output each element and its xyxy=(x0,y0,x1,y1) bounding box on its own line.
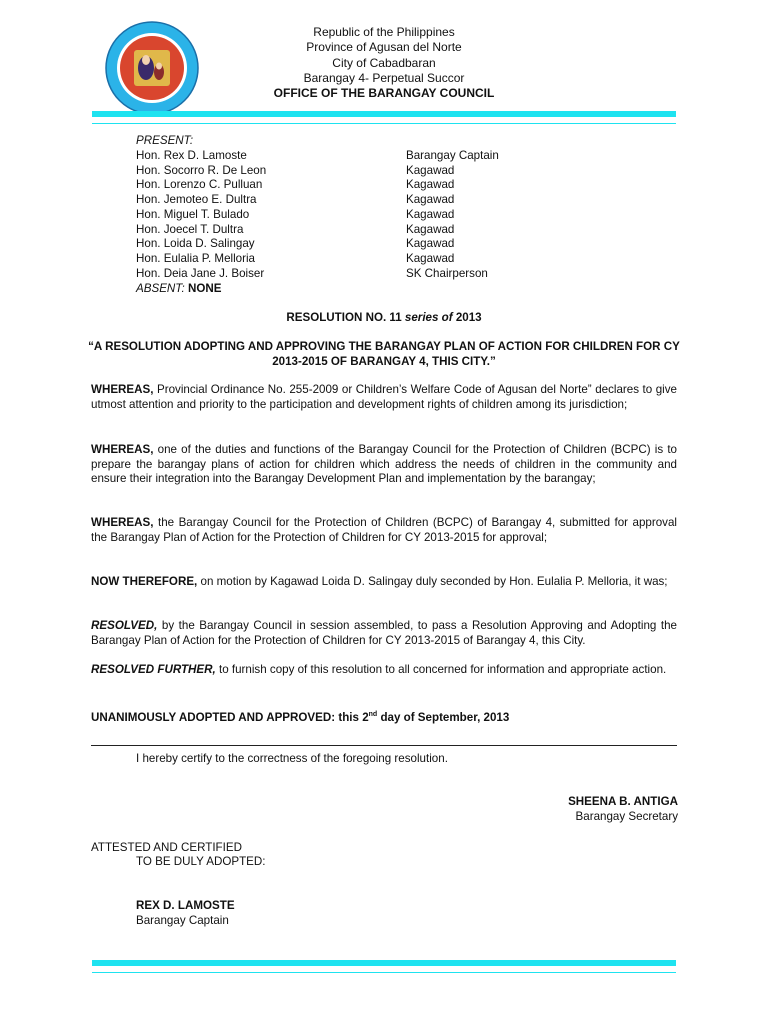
member-name: Hon. Socorro R. De Leon xyxy=(136,163,267,177)
attendance-row xyxy=(136,178,536,193)
now-therefore-clause xyxy=(91,575,677,590)
member-name: Hon. Joecel T. Dultra xyxy=(136,222,244,236)
member-position: Kagawad xyxy=(406,237,455,251)
whereas-text: one of the duties and functions of the Barangay Council for the Protection of Children (BCPC) is to prepare the barangay plans of action for children which address the needs of children in the community and ensure their integration into the Barangay Development Plan and implementation by the barangay; xyxy=(91,443,677,486)
absent-label: ABSENT: xyxy=(136,281,185,295)
attested-line-2: TO BE DULY ADOPTED: xyxy=(136,855,266,868)
header-barangay: Barangay 4- Perpetual Succor xyxy=(303,70,465,85)
attendance-row xyxy=(136,267,536,282)
resolution-year: 2013 xyxy=(452,311,482,324)
certification-statement: I hereby certify to the correctness of the foregoing resolution. xyxy=(136,752,448,765)
member-position: Kagawad xyxy=(406,222,455,236)
member-position: Barangay Captain xyxy=(406,148,499,162)
attendance-row xyxy=(136,149,536,164)
attendance-row xyxy=(136,223,536,238)
resolved-further-lead: RESOLVED FURTHER, xyxy=(91,663,216,676)
member-position: Kagawad xyxy=(406,207,455,221)
footer-divider-thin xyxy=(92,972,676,973)
secretary-title: Barangay Secretary xyxy=(575,810,678,823)
resolved-lead: RESOLVED, xyxy=(91,619,158,632)
adoption-statement xyxy=(91,708,677,725)
barangay-seal-logo xyxy=(104,20,200,116)
resolved-text: by the Barangay Council in session assembled, to pass a Resolution Approving and Adopting the Barangay Plan of Action for the Protection of Children for CY 2013-2015 of Barangay 4, this City. xyxy=(91,619,677,647)
adopted-lead: UNANIMOUSLY ADOPTED AND APPROVED: xyxy=(91,710,336,724)
member-name: Hon. Loida D. Salingay xyxy=(136,237,255,251)
attendance-list xyxy=(136,134,536,296)
member-position: Kagawad xyxy=(406,193,455,206)
adopted-date-suffix: nd xyxy=(368,711,378,718)
resolution-series: series of xyxy=(404,311,453,324)
whereas-clause-2 xyxy=(91,443,677,487)
header-country: Republic of the Philippines xyxy=(313,25,455,39)
attendance-row xyxy=(136,193,536,208)
present-label: PRESENT: xyxy=(136,134,194,147)
member-name: Hon. Eulalia P. Melloria xyxy=(136,252,256,265)
resolved-further-clause xyxy=(91,663,677,678)
resolved-clause xyxy=(91,619,677,648)
member-position: Kagawad xyxy=(406,252,455,265)
now-therefore-text: on motion by Kagawad Loida D. Salingay duly seconded by Hon. Eulalia P. Melloria, it was; xyxy=(197,575,668,588)
captain-title: Barangay Captain xyxy=(136,914,229,927)
resolved-further-text: to furnish copy of this resolution to all concerned for information and appropriate action. xyxy=(215,663,667,676)
member-name: Hon. Lorenzo C. Pulluan xyxy=(136,178,263,192)
header-office: OFFICE OF THE BARANGAY COUNCIL xyxy=(273,86,495,101)
member-name: Hon. Rex D. Lamoste xyxy=(136,148,247,162)
member-position: SK Chairperson xyxy=(406,266,488,280)
resolution-no-prefix: RESOLUTION NO. 11 xyxy=(286,311,405,324)
member-name: Hon. Deia Jane J. Boiser xyxy=(136,266,265,280)
whereas-clause-3 xyxy=(91,516,677,545)
whereas-lead: WHEREAS, xyxy=(91,443,154,456)
member-name: Hon. Jemoteo E. Dultra xyxy=(136,193,257,206)
footer-divider-thick xyxy=(92,960,676,966)
header-city: City of Cabadbaran xyxy=(332,55,436,70)
attendance-row xyxy=(136,237,536,252)
captain-name: REX D. LAMOSTE xyxy=(136,899,235,912)
absent-value: NONE xyxy=(187,281,222,295)
whereas-lead: WHEREAS, xyxy=(91,383,154,396)
signature-separator xyxy=(91,745,677,746)
attendance-row xyxy=(136,208,536,223)
header-divider-thin xyxy=(92,123,676,124)
whereas-text: the Barangay Council for the Protection of Children (BCPC) of Barangay 4, submitted for approval the Barangay Plan of Action for the Protection of Children for CY 2013-2015 for approval; xyxy=(91,516,677,544)
header-province: Province of Agusan del Norte xyxy=(306,40,462,55)
attendance-row xyxy=(136,252,536,267)
letterhead xyxy=(200,25,568,101)
adopted-date-post: day of September, 2013 xyxy=(377,710,510,724)
member-position: Kagawad xyxy=(406,163,455,177)
secretary-name: SHEENA B. ANTIGA xyxy=(568,795,678,808)
attendance-row xyxy=(136,164,536,179)
member-position: Kagawad xyxy=(406,178,455,192)
whereas-lead: WHEREAS, xyxy=(91,516,154,529)
resolution-number xyxy=(91,311,677,326)
resolution-title: “A RESOLUTION ADOPTING AND APPROVING THE BARANGAY PLAN OF ACTION FOR CHILDREN FOR CY 2013-2015 OF BARANGAY 4, THIS CITY.” xyxy=(88,340,680,368)
whereas-clause-1 xyxy=(91,383,677,412)
absent-line xyxy=(136,282,221,297)
whereas-text: Provincial Ordinance No. 255-2009 or Children’s Welfare Code of Agusan del Norte” declares to give utmost attention and priority to the participation and development rights of children among its jurisdiction; xyxy=(91,383,677,411)
header-divider-thick xyxy=(92,111,676,117)
adopted-date-pre: this 2 xyxy=(335,710,369,724)
member-name: Hon. Miguel T. Bulado xyxy=(136,207,250,221)
now-therefore-lead: NOW THEREFORE, xyxy=(91,575,198,588)
attested-line-1: ATTESTED AND CERTIFIED xyxy=(91,841,242,854)
